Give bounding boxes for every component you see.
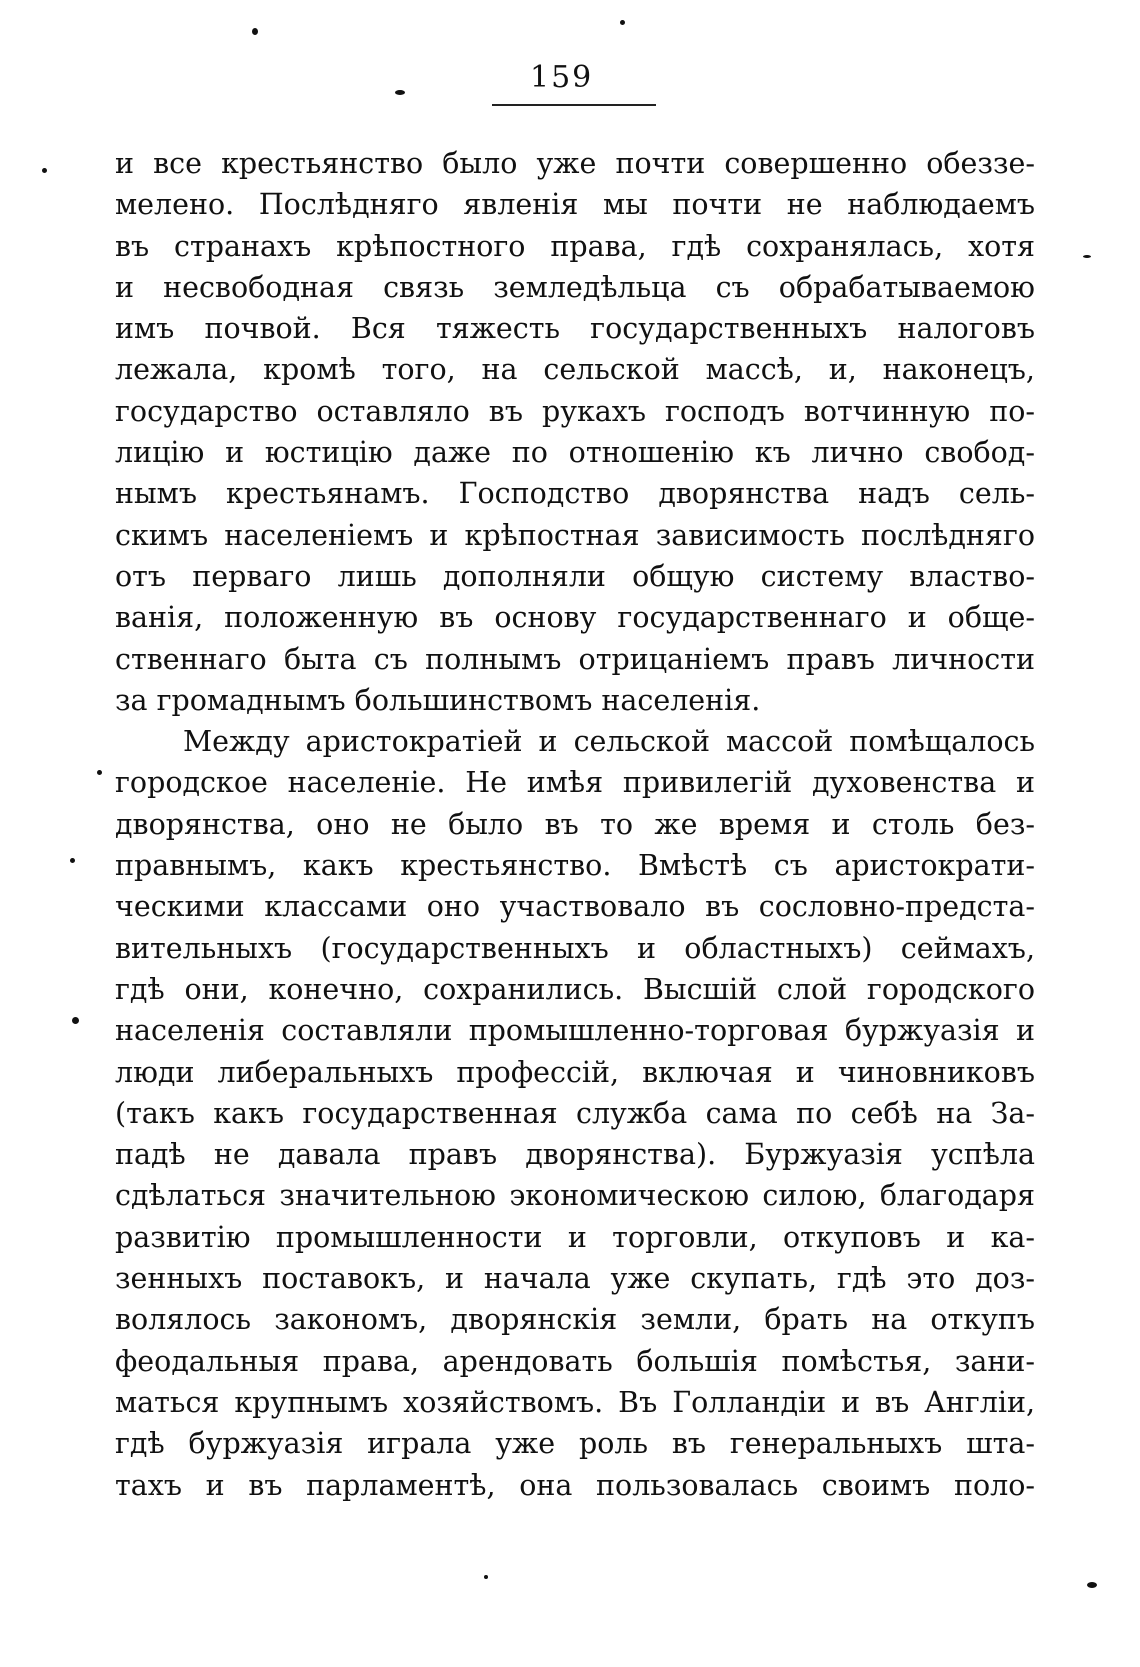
scan-speck [484,1575,488,1579]
text-line: вительныхъ (государственныхъ и областныхъ) сеймахъ, [115,931,1035,965]
text-line: городское населеніе. Не имѣя привилегій духовенства и [115,766,1035,800]
text-line: нымъ крестьянамъ. Господство дворянства надъ сель- [115,477,1035,511]
text-line: ственнаго быта съ полнымъ отрицаніемъ правъ личности [115,642,1035,676]
scan-speck [97,770,102,775]
header-rule [492,104,656,106]
text-line: развитію промышленности и торговли, откуповъ и ка- [115,1220,1035,1254]
text-line: феодальныя права, арендовать большія помѣстья, зани- [115,1344,1035,1378]
text-line: (такъ какъ государственная служба сама по себѣ на За- [115,1096,1035,1130]
text-line: и все крестьянство было уже почти совершенно обеззе- [115,147,1035,180]
paragraph-end-line: за громаднымъ большинствомъ населенія. [115,683,761,717]
text-line: отъ перваго лишь дополняли общую систему властво- [115,559,1035,593]
text-line: дворянства, оно не было въ то же время и столь без- [115,807,1035,841]
scan-speck [252,28,258,35]
text-line: мелено. Послѣдняго явленія мы почти не наблюдаемъ [115,188,1035,222]
text-line: ческими классами оно участвовало въ сословно-предста- [115,890,1035,924]
scan-speck [1083,255,1091,258]
text-line: лежала, кромѣ того, на сельской массѣ, и, наконецъ, [115,353,1035,387]
scan-speck [70,858,75,863]
scan-speck [620,20,625,25]
body-text [115,143,1035,1506]
text-line: населенія составляли промышленно-торговая буржуазія и [115,1014,1035,1048]
text-line: въ странахъ крѣпостного права, гдѣ сохранялась, хотя [115,229,1035,263]
paragraph-start-line: Между аристократіей и сельской массой помѣщалось [183,725,1035,759]
scan-speck [72,1017,79,1024]
text-line: ванія, положенную въ основу государственнаго и обще- [115,601,1035,635]
scan-speck [395,90,405,95]
text-line: скимъ населеніемъ и крѣпостная зависимость послѣдняго [115,518,1035,552]
text-line: люди либеральныхъ профессій, включая и чиновниковъ [115,1055,1035,1089]
text-line: имъ почвой. Вся тяжесть государственныхъ налоговъ [115,312,1035,346]
text-line: маться крупнымъ хозяйствомъ. Въ Голландіи и въ Англіи, [115,1385,1035,1419]
text-line: лицію и юстицію даже по отношенію къ лично свобод- [115,436,1035,470]
scan-speck [1087,1582,1097,1588]
text-line: тахъ и въ парламентѣ, она пользовалась своимъ поло- [115,1468,1035,1502]
text-line: волялось закономъ, дворянскія земли, брать на откупъ [115,1303,1035,1337]
text-line: гдѣ буржуазія играла уже роль въ генеральныхъ шта- [115,1427,1035,1461]
text-line: гдѣ они, конечно, сохранились. Высшій слой городского [115,972,1035,1006]
text-line: государство оставляло въ рукахъ господъ вотчинную по- [115,394,1035,428]
page-number: 159 [530,60,594,95]
text-line: падѣ не давала правъ дворянства). Буржуазія успѣла [115,1138,1035,1172]
text-line: зенныхъ поставокъ, и начала уже скупать, гдѣ это доз- [115,1262,1035,1296]
text-line: и несвободная связь земледѣльца съ обрабатываемою [115,270,1035,304]
text-line: правнымъ, какъ крестьянство. Вмѣстѣ съ аристократи- [115,849,1035,883]
scan-speck [42,168,47,173]
text-line: сдѣлаться значительною экономическою силою, благодаря [115,1179,1035,1213]
